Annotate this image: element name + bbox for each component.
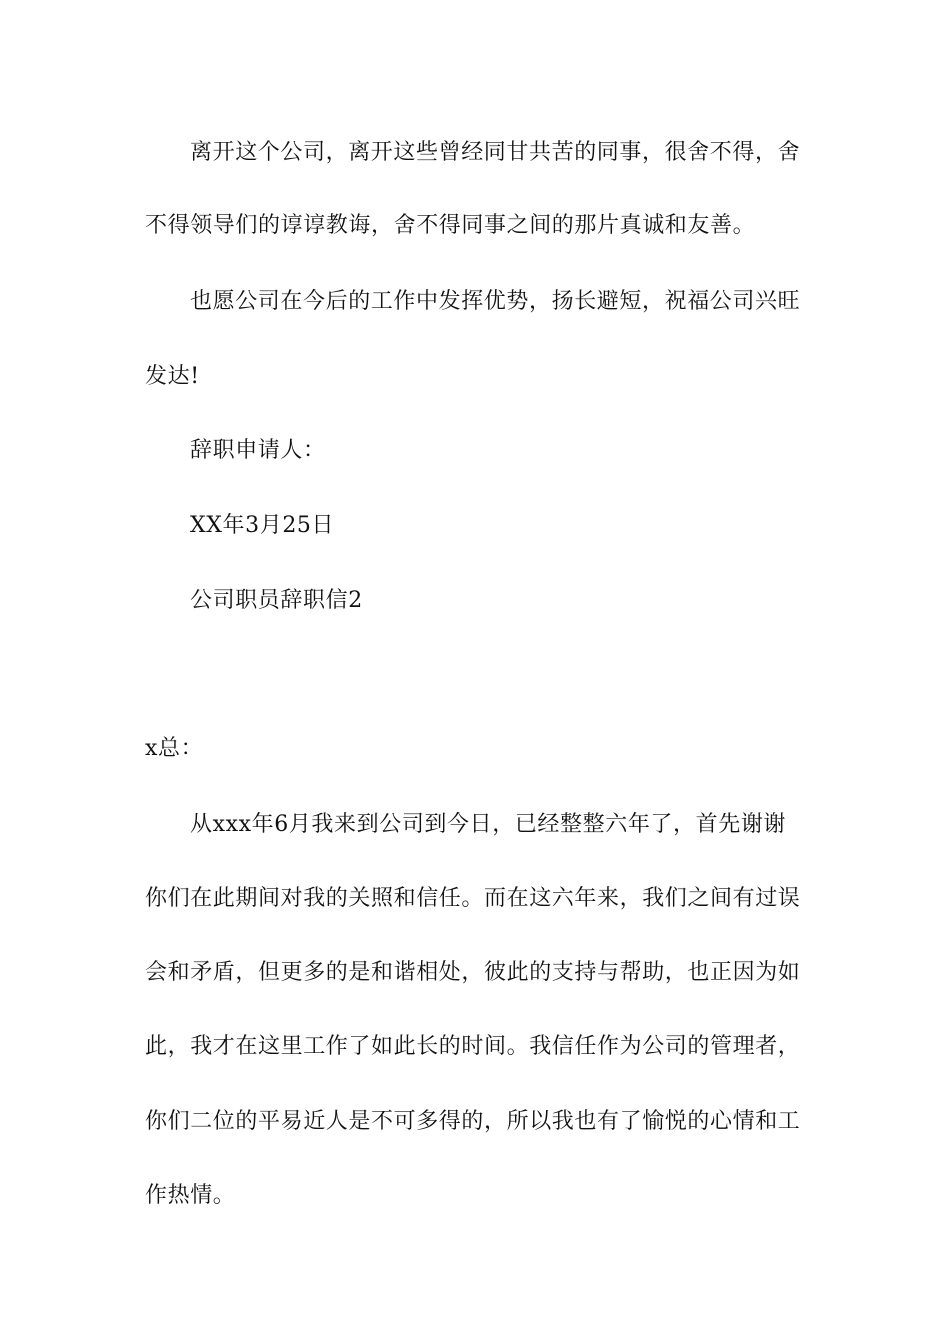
body-line-2: 你们在此期间对我的关照和信任。而在这六年来，我们之间有过误 [145, 886, 801, 911]
body-line-5: 你们二位的平易近人是不可多得的，所以我也有了愉悦的心情和工 [145, 1109, 801, 1134]
signer-label: 辞职申请人： [190, 438, 326, 463]
body-line-4: 此，我才在这里工作了如此长的时间。我信任作为公司的管理者， [145, 1034, 801, 1059]
paragraph-1-line-1: 离开这个公司，离开这些曾经同甘共苦的同事，很舍不得，舍 [190, 140, 801, 165]
date-line: XX年3月25日 [190, 513, 335, 538]
salutation: x总： [145, 736, 204, 761]
paragraph-2-line-1: 也愿公司在今后的工作中发挥优势，扬长避短，祝福公司兴旺 [190, 289, 801, 314]
paragraph-1-line-2: 不得领导们的谆谆教诲，舍不得同事之间的那片真诚和友善。 [145, 213, 756, 238]
section-title: 公司职员辞职信2 [190, 588, 363, 613]
body-line-1: 从xxx年6月我来到公司到今日，已经整整六年了，首先谢谢 [190, 812, 787, 837]
body-line-6: 作热情。 [145, 1183, 236, 1208]
body-line-3: 会和矛盾，但更多的是和谐相处，彼此的支持与帮助，也正因为如 [145, 960, 801, 985]
paragraph-2-line-2: 发达! [145, 364, 200, 389]
